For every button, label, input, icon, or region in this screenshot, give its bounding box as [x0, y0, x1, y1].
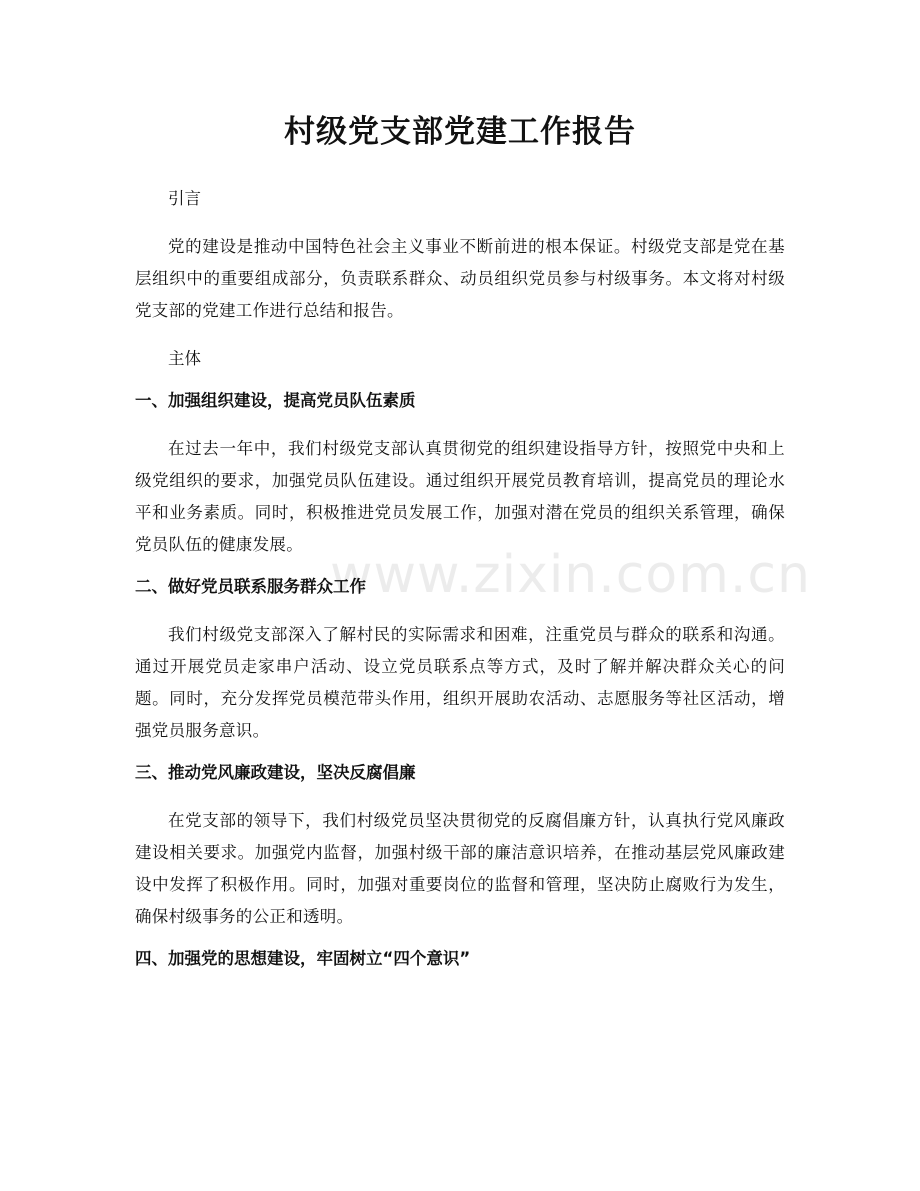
section-paragraph-2: 我们村级党支部深入了解村民的实际需求和困难，注重党员与群众的联系和沟通。通过开展党员走家串户活动、设立党员联系点等方式，及时了解并解决群众关心的问题。同时，充分发挥党员模范带头作用，组织开展助农活动、志愿服务等社区活动，增强党员服务意识。 [135, 625, 785, 740]
section-heading-2: 二、做好党员联系服务群众工作 [135, 577, 366, 596]
section-paragraph-3: 在党支部的领导下，我们村级党员坚决贯彻党的反腐倡廉方针，认真执行党风廉政建设相关要求。加强党内监督，加强村级干部的廉洁意识培养，在推动基层党风廉政建设中发挥了积极作用。同时，加强对重要岗位的监督和管理，坚决防止腐败行为发生，确保村级事务的公正和透明。 [135, 811, 785, 926]
intro-paragraph: 党的建设是推动中国特色社会主义事业不断前进的根本保证。村级党支部是党在基层组织中的重要组成部分，负责联系群众、动员组织党员参与村级事务。本文将对村级党支部的党建工作进行总结和报告。 [135, 237, 785, 320]
document-body [135, 183, 785, 975]
section-heading-1: 一、加强组织建设，提高党员队伍素质 [135, 391, 416, 410]
intro-label: 引言 [168, 189, 201, 208]
body-label: 主体 [168, 349, 201, 368]
document-title: 村级党支部党建工作报告 [284, 114, 636, 150]
section-heading-3: 三、推动党风廉政建设，坚决反腐倡廉 [135, 763, 416, 782]
section-paragraph-1: 在过去一年中，我们村级党支部认真贯彻党的组织建设指导方针，按照党中央和上级党组织的要求，加强党员队伍建设。通过组织开展党员教育培训，提高党员的理论水平和业务素质。同时，积极推进党员发展工作，加强对潜在党员的组织关系管理，确保党员队伍的健康发展。 [135, 439, 785, 554]
watermark: www.zixin.com.cn [330, 545, 811, 605]
section-heading-4: 四、加强党的思想建设，牢固树立“四个意识” [135, 949, 471, 968]
